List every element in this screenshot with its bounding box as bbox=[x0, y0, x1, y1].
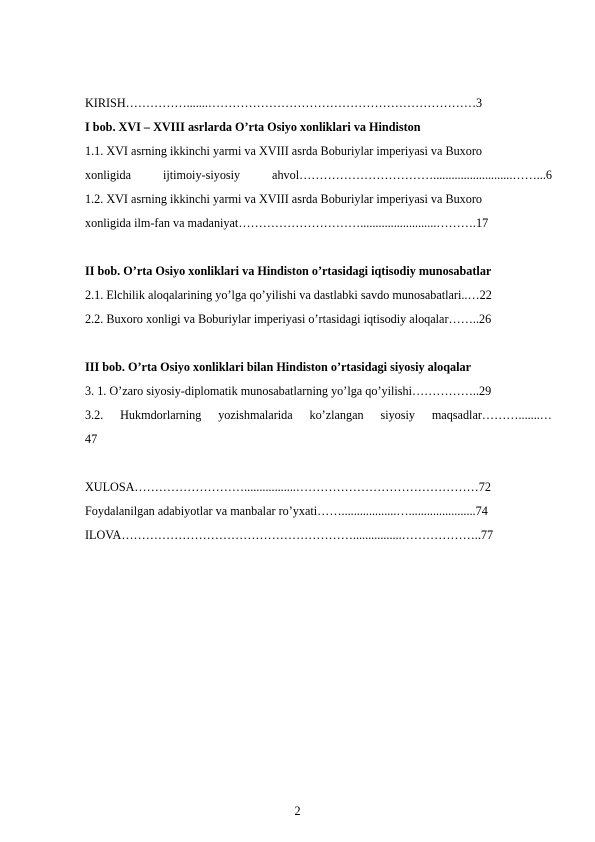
toc-entry-3-2-line-1 bbox=[85, 406, 552, 425]
toc-word: siyosiy bbox=[380, 408, 415, 422]
page-number: 2 bbox=[294, 804, 301, 818]
toc-entry-appendix: ILOVA…………………………………………………................………………..77 bbox=[85, 528, 494, 542]
toc-entry-1-1-line-1: 1.1. XVI asrning ikkinchi yarmi va XVIII asrda Boburiylar imperiyasi va Buxoro bbox=[85, 144, 483, 158]
toc-entry-2-2: 2.2. Buxoro xonligi va Boburiylar imperiyasi o’rtasidagi iqtisodiy aloqalar……..26 bbox=[85, 312, 492, 326]
toc-entry-references: Foydalanilgan adabiyotlar va manbalar ro’yxati……..................…......................74 bbox=[85, 504, 488, 518]
toc-word: ahvol……………………………..........................……...6 bbox=[272, 168, 552, 182]
toc-chapter-1-title: I bob. XVI – XVIII asrlarda O’rta Osiyo xonliklari va Hindiston bbox=[85, 120, 421, 134]
toc-entry-3-2-line-2: 47 bbox=[85, 432, 98, 446]
toc-chapter-2-title: II bob. O’rta Osiyo xonliklari va Hindiston o’rtasidagi iqtisodiy munosabatlar bbox=[85, 264, 492, 278]
toc-word: xonligida bbox=[85, 168, 132, 182]
toc-entry-conclusion: XULOSA……………………….................………………………………………72 bbox=[85, 480, 491, 494]
toc-chapter-3-title: III bob. O’rta Osiyo xonliklari bilan Hindiston o’rtasidagi siyosiy aloqalar bbox=[85, 360, 472, 374]
toc-entry-2-1: 2.1. Elchilik aloqalarining yo’lga qo’yilishi va dastlabki savdo munosabatlari..…22 bbox=[85, 288, 492, 302]
toc-entry-1-2-line-2: xonligida ilm-fan va madaniyat………………………….........................……….17 bbox=[85, 216, 489, 230]
toc-entry-3-1: 3. 1. O’zaro siyosiy-diplomatik munosabatlarning yo’lga qo’yilishi……………..29 bbox=[85, 384, 492, 398]
toc-entry-1-1-line-2 bbox=[85, 166, 552, 185]
toc-word: Hukmdorlarning bbox=[120, 408, 202, 422]
toc-word: ko’zlangan bbox=[309, 408, 364, 422]
toc-word: yozishmalarida bbox=[218, 408, 293, 422]
toc-word: ijtimoiy-siyosiy bbox=[162, 168, 241, 182]
toc-entry-intro: KIRISH…………….......…………………………………………………………3 bbox=[85, 96, 483, 110]
toc-entry-1-2-line-1: 1.2. XVI asrning ikkinchi yarmi va XVIII asrda Boburiylar imperiyasi va Buxoro bbox=[85, 192, 483, 206]
toc-word: 3.2. bbox=[85, 408, 104, 422]
toc-word: maqsadlar……….......… bbox=[431, 408, 552, 422]
